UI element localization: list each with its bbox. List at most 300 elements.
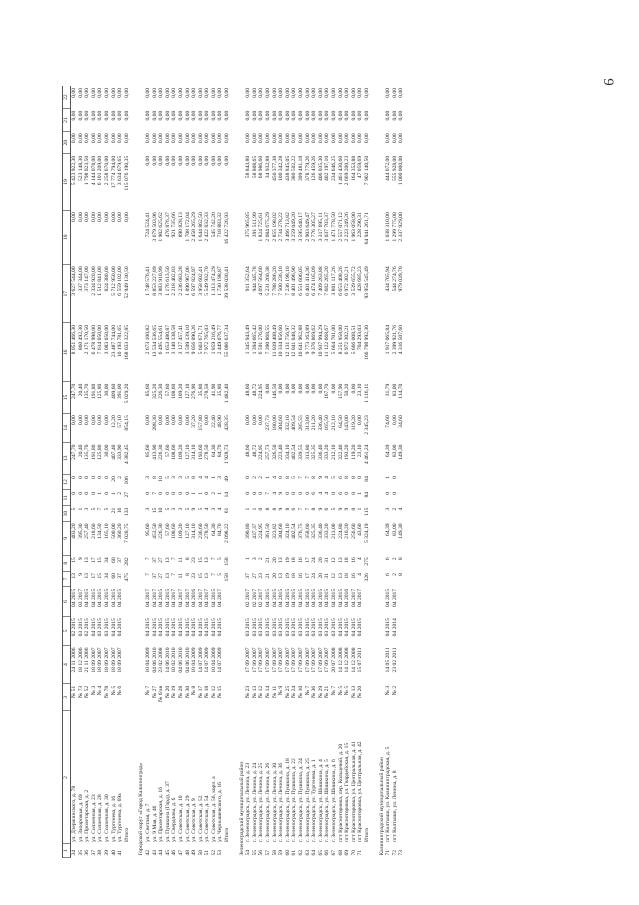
table-cell: № 10 [298, 685, 304, 699]
table-cell: № 8 [191, 685, 198, 696]
table-cell: 5 [217, 557, 224, 561]
table-cell: 8 401 496,90 [291, 266, 298, 296]
table-row [351, 86, 358, 858]
table-cell: 1 176 613,50 [164, 266, 171, 296]
table-cell: 48,60 [245, 444, 252, 458]
table-cell: 6 653 408,26 [337, 266, 344, 296]
table-cell: 9 [337, 507, 344, 511]
table-cell: 332,10 [284, 415, 291, 431]
table-cell: № 24 [291, 685, 298, 699]
table-row [165, 86, 172, 858]
table-cell: 0,00 [184, 110, 191, 121]
table-cell: № 11 [271, 685, 278, 698]
column-header: 15 [63, 382, 71, 414]
table-cell: Итого [363, 827, 370, 842]
table-cell: 3 [171, 507, 178, 511]
table-cell: 1 116,11 [363, 383, 370, 403]
table-cell: № 5 [337, 685, 344, 696]
table-cell: 20 07 2008 [330, 647, 337, 673]
table-cell: 0,00 [245, 415, 252, 426]
table-cell: 0 [71, 476, 77, 479]
table-cell: 15 [71, 557, 77, 563]
table-cell: 64 941 261,71 [363, 212, 370, 245]
table-cell: 23 487 744,00 [110, 325, 117, 358]
table-cell: 4 697 564,60 [258, 266, 265, 296]
table-cell: 402,54 [291, 444, 298, 460]
table-cell: 64,30 [210, 444, 217, 458]
table-cell: 0,00 [385, 88, 392, 98]
table-cell: 17 09 2007 [265, 647, 272, 673]
table-cell: 1 [357, 491, 364, 495]
table-cell: 0,00 [271, 88, 278, 98]
table-cell: 191,80 [90, 444, 97, 460]
table-cell: 04 2015 [184, 618, 191, 637]
table-cell: 0,00 [265, 133, 272, 144]
table-cell: 7 614 050,00 [97, 325, 104, 355]
table-cell: 7 500 236,10 [278, 266, 285, 296]
table-cell: 0,00 [311, 133, 318, 144]
table-cell: 58 843,80 [245, 155, 252, 179]
table-cell: 04 2015 [324, 588, 331, 608]
table-cell: 0,00 [350, 133, 357, 144]
table-cell: 1 798 023,50 [84, 155, 91, 186]
table-cell: 1 471 778,50 [330, 212, 337, 242]
table-cell: 04 2015 [278, 588, 285, 608]
table-cell: 0,00 [90, 212, 97, 223]
table-cell: 17 [90, 557, 97, 563]
table-cell: 0,00 [284, 88, 291, 98]
table-cell: 135,70 [84, 444, 91, 460]
table-header [63, 86, 71, 858]
table-cell: 0,00 [330, 88, 337, 98]
table-cell: 02 2017 [258, 588, 265, 608]
table-row [311, 86, 318, 858]
table-cell: 453,50 [151, 523, 158, 539]
table-cell: 115 076 190,35 [123, 155, 130, 191]
table-cell: 2 855 198,02 [271, 212, 278, 242]
table-cell: 18 09 2007 [103, 647, 110, 673]
table-cell: 37 [151, 557, 158, 563]
table-cell: 0,00 [330, 110, 337, 121]
table-cell: 35,80 [217, 383, 224, 397]
table-cell: 2 258 670,00 [103, 155, 110, 186]
table-cell: 12 [330, 573, 337, 579]
table-cell: 04 2015 [71, 588, 77, 608]
section-heading-row [235, 86, 246, 858]
table-cell: 5 [217, 573, 224, 576]
table-cell: 47 [177, 849, 184, 856]
table-cell: 6 597 824,97 [191, 266, 198, 296]
section-heading-row [134, 86, 145, 858]
table-cell: 0,00 [110, 88, 117, 98]
table-cell: 15 [197, 557, 204, 563]
table-cell: 21 11 2006 [84, 647, 91, 673]
table-cell: 53 [217, 849, 224, 856]
table-row [357, 86, 364, 858]
table-cell: ул. Запорожья, д. 69 [77, 794, 84, 842]
table-cell: 50,20 [344, 383, 351, 397]
table-cell: ул. Тургенева, д. 16 [110, 795, 117, 842]
section-heading: Городской округ «Город Калининград» [138, 762, 145, 856]
column-header: 14 [63, 413, 71, 442]
table-cell: 0,00 [330, 383, 337, 394]
table-row [117, 86, 124, 858]
table-cell: 336,40 [317, 444, 324, 460]
table-cell: 68 986,60 [258, 155, 265, 179]
table-cell: 7 [298, 476, 304, 479]
table-cell: 4 [217, 507, 224, 511]
table-cell: 13 [278, 557, 285, 563]
table-cell: 5 [330, 476, 337, 479]
table-cell: 1 461 430,60 [337, 155, 344, 186]
table-cell: 0,00 [164, 110, 171, 121]
table-cell: 10 641 962,88 [298, 325, 304, 358]
table-cell: 0 [357, 476, 364, 479]
table-cell: 5 231 260,38 [265, 266, 272, 296]
table-cell: 20,40 [77, 444, 84, 458]
table-row [104, 86, 111, 858]
table-cell: 1 313 474,29 [210, 266, 217, 296]
table-cell: 0,00 [158, 415, 165, 426]
table-cell: 14 07 2009 [204, 647, 211, 673]
table-cell: 04 2017 [144, 588, 151, 608]
table-cell: 0,00 [210, 133, 217, 144]
table-cell: 0,00 [103, 415, 110, 426]
table-cell: 04 2016 [191, 588, 198, 608]
table-cell: № 2 [391, 685, 398, 696]
table-cell: 14 12 2008 [337, 647, 344, 673]
table-cell: 0,00 [103, 212, 110, 223]
table-cell: 13 [71, 573, 77, 579]
table-cell: 0 [298, 491, 304, 495]
table-cell: 108,60 [171, 383, 178, 400]
table-cell: 16 [298, 573, 304, 579]
table-cell: 51 [204, 849, 211, 856]
table-cell: 3 958 602,41 [197, 266, 204, 296]
table-cell: 2 557 071,12 [337, 212, 344, 242]
table-cell: 376,75 [298, 523, 304, 539]
table-cell: 2 171 170,50 [84, 325, 91, 355]
table-cell: № 7 [144, 685, 151, 696]
table-cell: № 19 [171, 685, 178, 699]
table-cell: 0 [258, 507, 265, 511]
table-cell: 21 [265, 557, 272, 563]
table-cell: 0,00 [151, 155, 158, 166]
table-cell: 17 09 2007 [278, 647, 285, 673]
table-row [78, 86, 85, 858]
table-row [272, 86, 279, 858]
table-cell: 2 669 200,23 [344, 155, 351, 186]
table-cell: 361,50 [265, 523, 272, 539]
table-cell: 41,90 [210, 383, 217, 397]
table-cell: 0,00 [337, 133, 344, 144]
table-cell: ул. Советская, д. 52 [197, 795, 204, 842]
table-cell: 2 399 921,76 [391, 325, 398, 355]
table-cell: 3 [177, 507, 184, 511]
table-cell: 04 2017 [204, 588, 211, 608]
total-row [364, 86, 371, 858]
table-cell: 03 2015 [317, 618, 324, 637]
table-cell: 114,70 [398, 383, 405, 399]
table-cell: 7 [97, 507, 104, 511]
table-cell: 854,15 [123, 415, 130, 431]
table-cell: 409,60 [110, 383, 117, 400]
table-cell [124, 844, 131, 858]
table-cell: 475 [123, 573, 130, 582]
table-cell: 402 197,10 [324, 155, 331, 182]
table-cell: 57,10 [117, 415, 124, 428]
table-cell: 0,00 [391, 110, 398, 121]
table-cell: 313,80 [304, 415, 311, 431]
table-cell: 213,00 [330, 523, 337, 539]
table-cell: 157,80 [197, 415, 204, 431]
table-cell: 0,00 [117, 110, 124, 121]
table-cell: 4 [357, 557, 364, 561]
table-cell: 44 [158, 849, 165, 856]
table-cell: 17 09 2007 [271, 647, 278, 673]
table-cell: 8 051 466,30 [71, 325, 77, 355]
column-header: 3 [63, 684, 71, 711]
table-cell: 0,00 [344, 110, 351, 121]
table-cell: 9 [278, 491, 285, 495]
table-cell: 0 [77, 491, 84, 495]
table-cell: 437,37 [251, 523, 258, 539]
table-cell: 0 [171, 491, 178, 495]
table-cell: 0,00 [357, 110, 364, 121]
table-cell: 04 2015 [217, 618, 224, 637]
table-cell: г. Зеленоградск, ул. Шишкина, д. 4 [317, 759, 324, 842]
table-cell: 48,72 [251, 383, 258, 397]
table-cell: 16 [117, 507, 124, 514]
table-cell: 12 131 756,97 [284, 325, 291, 358]
table-cell: 0,00 [144, 155, 151, 166]
table-cell: 314,10 [191, 523, 198, 539]
table-cell: 158 [224, 573, 231, 582]
table-cell [224, 844, 231, 858]
table-cell: № 14 [265, 685, 272, 699]
table-cell: 0,00 [278, 133, 285, 144]
table-cell: 1 000 000,00 [398, 155, 405, 186]
table-cell: 378 779,26 [304, 155, 311, 182]
table-cell: 7 [144, 557, 151, 561]
table-cell: 438 845,05 [284, 155, 291, 182]
table-cell: № 13 [350, 685, 357, 699]
table-cell: 04 2015 [385, 618, 392, 637]
table-cell: 133 [123, 507, 130, 517]
table-row [252, 86, 259, 858]
table-cell: 5 549 932,70 [204, 266, 211, 296]
table-cell: 15 07 2011 [357, 647, 364, 673]
table-cell: 23 [191, 573, 198, 579]
table-cell: 2 673 100,82 [144, 325, 151, 355]
column-header: 5 [63, 616, 71, 645]
table-cell: 0,00 [97, 415, 104, 426]
table-row [245, 86, 252, 858]
table-cell: 314,10 [191, 444, 198, 460]
table-cell: 224,80 [337, 523, 344, 539]
table-cell: 04 2015 [90, 618, 97, 637]
table-cell: 50 [197, 849, 204, 856]
table-cell: 0,00 [391, 88, 398, 98]
table-cell: 0,00 [224, 155, 231, 166]
table-cell: г. Зеленоградск, ул. Тургенева, д. 1 [311, 759, 318, 842]
table-cell: 0,00 [298, 88, 304, 98]
table-cell: 0,00 [110, 110, 117, 121]
table-cell: 125,80 [97, 444, 104, 460]
table-cell: 3 595 640,17 [298, 212, 304, 242]
table-cell: 0 [304, 491, 311, 495]
table-cell: 0 [84, 491, 91, 495]
table-cell: 10 04 2009 [210, 647, 217, 673]
table-cell: 04 2017 [171, 588, 178, 608]
table-cell: 7 [210, 573, 217, 576]
table-cell: 223,40 [278, 444, 285, 460]
table-cell: 0,00 [245, 88, 252, 98]
table-cell: 4 144 078,00 [90, 155, 97, 186]
table-cell: 236,60 [197, 523, 204, 539]
table-cell: 0,00 [197, 155, 204, 166]
table-cell: 21 [265, 573, 272, 579]
table-row [285, 86, 292, 858]
table-cell: 2 334 920,00 [90, 266, 97, 296]
section-heading: Зеленоградский муниципальный район [238, 761, 245, 856]
table-cell: 0,00 [330, 133, 337, 144]
table-cell: 20 [110, 476, 117, 482]
table-cell: 0,00 [298, 110, 304, 121]
table-cell: 04 2015 [158, 588, 165, 608]
table-cell: 9 [191, 507, 198, 511]
table-cell: 0,00 [251, 88, 258, 98]
table-cell: 0,00 [204, 155, 211, 166]
table-cell: № 73 [77, 685, 84, 699]
table-cell: 37 [90, 849, 97, 856]
table-cell: 180,00 [271, 415, 278, 431]
table-cell: 1 [77, 507, 84, 511]
table-cell: 10 04 2009 [191, 647, 198, 673]
table-row [298, 86, 305, 858]
table-cell: 247,70 [71, 383, 77, 400]
table-cell: 0 [144, 491, 151, 495]
table-cell: 0,00 [103, 88, 110, 98]
table-cell: 6 972 302,21 [344, 325, 351, 355]
table-cell: 23 [258, 573, 265, 579]
table-cell: 60 [110, 557, 117, 563]
table-cell: 704 293,03 [357, 325, 364, 351]
table-cell: 8 [151, 476, 158, 479]
table-cell: 0,00 [110, 133, 117, 144]
table-cell: 921 735,66 [171, 212, 178, 238]
table-cell: 325,35 [311, 444, 318, 460]
table-cell: 31 [324, 573, 331, 579]
table-cell: 890 828,13 [177, 212, 184, 238]
table-cell: 18 [291, 573, 298, 579]
table-cell: 0 [158, 491, 165, 495]
table-cell [364, 645, 371, 683]
table-cell: 0,00 [291, 133, 298, 144]
table-cell [398, 711, 405, 844]
table-cell: 19 [284, 557, 291, 563]
table-cell: 413,90 [151, 444, 158, 460]
table-cell: ул. Пушкина (Горд), д. 37 [164, 781, 171, 842]
table-cell: 57,60 [164, 523, 171, 537]
table-cell: 403,20 [71, 523, 77, 539]
table-cell: 1 [251, 507, 258, 511]
table-cell: 04 2015 [265, 588, 272, 608]
table-row [278, 86, 285, 858]
table-cell: 126 459,26 [311, 155, 318, 182]
table-cell: 944 345,78 [251, 266, 258, 292]
table-cell: 10 334 856,60 [278, 325, 285, 358]
table-cell: 0,00 [158, 110, 165, 121]
table-cell: 61 [224, 507, 231, 514]
table-cell: 04 2015 [117, 588, 124, 608]
table-cell: 04 2015 [90, 588, 97, 608]
table-cell: 0,00 [144, 133, 151, 144]
table-cell: 0,00 [123, 133, 130, 144]
column-header: 17 [63, 264, 71, 323]
table-cell: 0,00 [71, 110, 77, 121]
table-cell: 48,60 [245, 383, 252, 397]
table-row [305, 86, 312, 858]
table-cell: 70 [350, 849, 357, 856]
table-cell: 326,50 [271, 444, 278, 460]
table-cell: 167,70 [324, 383, 331, 400]
table-cell: 66 [324, 849, 331, 856]
table-cell: 60 [284, 849, 291, 856]
table-cell: ул. Советская, д. 10 [177, 795, 184, 842]
table-cell: 0,00 [77, 110, 84, 121]
table-cell: 0,00 [217, 110, 224, 121]
table-cell: 6 [291, 507, 298, 511]
table-cell: 127,10 [184, 444, 191, 460]
table-cell: 0 [97, 476, 104, 479]
table-cell: 04 2016 [344, 588, 351, 608]
table-cell: 04 2015 [197, 618, 204, 637]
table-cell: 0,00 [177, 133, 184, 144]
table-cell: 0 [103, 476, 110, 479]
table-cell: 04 2015 [177, 618, 184, 637]
table-cell: 0,00 [265, 383, 272, 394]
table-cell: 7 [171, 573, 178, 576]
table-cell: 6 [337, 491, 344, 495]
table-cell: 17 09 2007 [284, 647, 291, 673]
table-cell: 85,60 [144, 444, 151, 458]
table-cell: 48,90 [217, 415, 224, 428]
table-cell: 13 [278, 573, 285, 579]
table-cell: 2 734 278,22 [278, 212, 285, 242]
table-cell: 4 [197, 476, 204, 479]
table-cell: 0,00 [158, 155, 165, 166]
table-cell: 0,00 [97, 212, 104, 223]
table-cell: 0,00 [217, 88, 224, 98]
table-cell: 146,50 [271, 383, 278, 400]
table-cell: 7 236 198,10 [284, 266, 291, 296]
table-cell: 0 [278, 476, 285, 479]
table-cell: 24 11 2006 [71, 647, 77, 673]
table-cell: 95,60 [144, 523, 151, 537]
table-cell: 8 [311, 476, 318, 479]
table-row [265, 86, 272, 858]
table-cell: 0 [184, 491, 191, 495]
table-cell: 59 [278, 849, 285, 856]
table-cell: 4 [204, 507, 211, 511]
table-row [392, 86, 399, 858]
table-cell [224, 616, 231, 645]
table-cell: 0,00 [71, 88, 77, 98]
table-cell: 257,73 [265, 444, 272, 460]
table-cell: 04 2015 [304, 588, 311, 608]
table-cell: ул. Тургенева, д. 69а [117, 793, 124, 842]
